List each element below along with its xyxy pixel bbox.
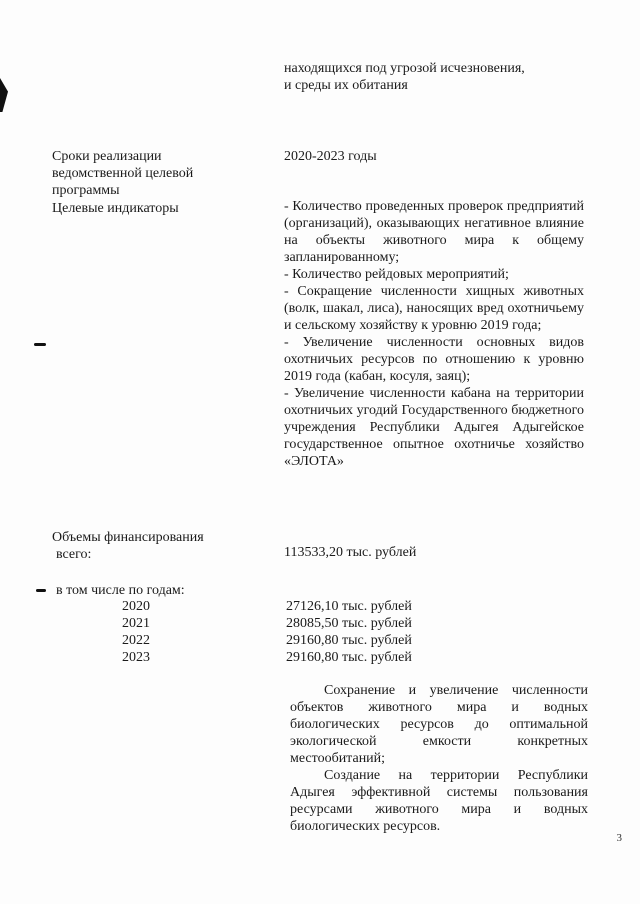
indicators-list [284, 198, 584, 470]
indicators-label: Целевые индикаторы [52, 201, 179, 216]
amount-item: 29160,80 тыс. рублей [286, 650, 412, 665]
indicator-item: - Увеличение численности кабана на территории охотничьих угодий Государственного бюджетного учреждения Республики Адыгея Адыгейское государственное опытное охотничье хозяйство «ЭЛОТА» [284, 386, 584, 469]
header-line: и среды их обитания [284, 78, 408, 93]
amount-item: 28085,50 тыс. рублей [286, 616, 412, 631]
financing-amounts [286, 598, 486, 666]
year-item: 2022 [122, 633, 150, 648]
page-number: 3 [616, 832, 622, 844]
result-paragraph: Сохранение и увеличение численности объектов животного мира и водных биологических ресурсов до оптимальной экологической емкости конкретных местообитаний; [290, 683, 588, 766]
indicator-item: - Количество проведенных проверок предприятий (организаций), оказывающих негативное влияние на объекты животного мира к общему запланированному; [284, 199, 584, 265]
period-value: 2020-2023 годы [284, 149, 377, 164]
period-label: Сроки реализации ведомственной целевой программы [52, 149, 194, 198]
amount-item: 27126,10 тыс. рублей [286, 599, 412, 614]
financing-label: Объемы финансирования всего: [52, 530, 204, 562]
scan-artifact [0, 78, 8, 112]
year-item: 2021 [122, 616, 150, 631]
financing-total: 113533,20 тыс. рублей [284, 545, 417, 560]
financing-by-year-label: в том числе по годам: [56, 583, 185, 598]
amount-item: 29160,80 тыс. рублей [286, 633, 412, 648]
indicator-item: - Количество рейдовых мероприятий; [284, 267, 509, 282]
year-item: 2020 [122, 599, 150, 614]
header-line: находящихся под угрозой исчезновения, [284, 61, 525, 76]
year-item: 2023 [122, 650, 150, 665]
scan-artifact [36, 589, 46, 592]
scan-artifact [34, 343, 46, 346]
indicator-item: - Увеличение численности основных видов охотничьих ресурсов по отношению к уровню 2019 года (кабан, косуля, заяц); [284, 335, 584, 384]
indicator-item: - Сокращение численности хищных животных (волк, шакал, лиса), наносящих вред охотничьему и сельскому хозяйству к уровню 2019 года; [284, 284, 584, 333]
expected-results [290, 682, 588, 835]
result-paragraph: Создание на территории Республики Адыгея эффективной системы пользования ресурсами животного мира и водных биологических ресурсов. [290, 768, 588, 834]
financing-years [122, 598, 182, 666]
header-continuation [284, 60, 584, 94]
